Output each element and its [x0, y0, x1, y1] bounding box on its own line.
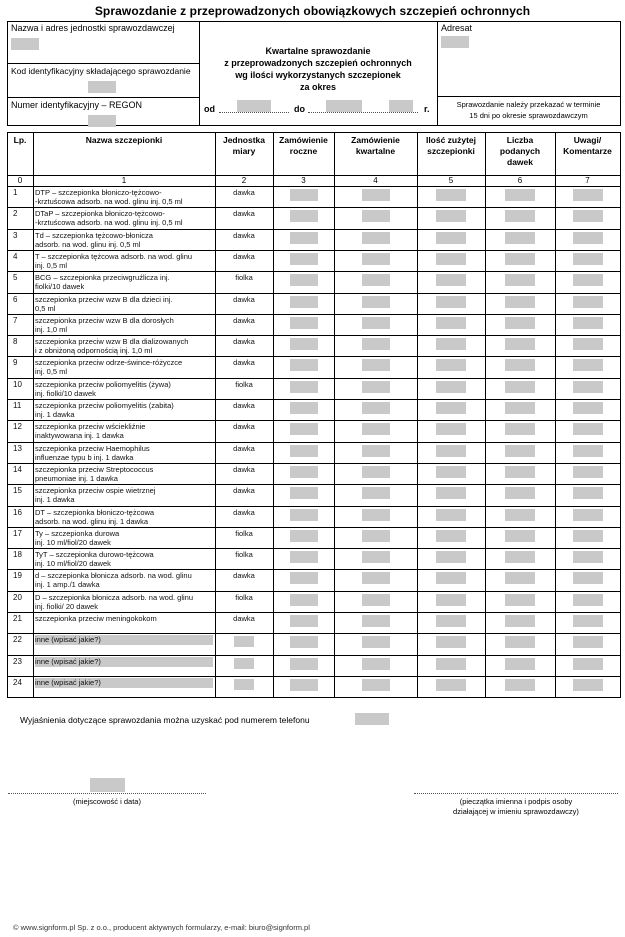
row-number: 20	[13, 592, 22, 602]
row-number: 2	[13, 209, 18, 219]
data-field-col-6[interactable]	[505, 189, 535, 201]
data-field-col-7[interactable]	[573, 530, 603, 542]
table-row-line	[7, 697, 621, 698]
data-field-col-3[interactable]	[290, 572, 318, 584]
data-field-col-6[interactable]	[505, 232, 535, 244]
unit-name-field[interactable]	[11, 38, 39, 50]
data-field-col-7[interactable]	[573, 317, 603, 329]
data-field-col-5[interactable]	[436, 189, 466, 201]
header-border	[620, 21, 621, 126]
unit-of-measure: dawka	[233, 443, 255, 453]
row-number: 5	[13, 273, 18, 283]
vaccine-name-cont: pneumoniae inj. 1 dawka	[35, 473, 118, 483]
vaccine-name: szczepionka przeciw Haemophilus	[35, 443, 150, 453]
data-field-col-5[interactable]	[436, 274, 466, 286]
data-field-col-4[interactable]	[362, 296, 390, 308]
data-field-col-3[interactable]	[290, 445, 318, 457]
unit-field[interactable]	[234, 636, 254, 647]
table-line	[273, 132, 274, 698]
data-field-col-3[interactable]	[290, 317, 318, 329]
data-field-col-4[interactable]	[362, 636, 390, 648]
header-border	[7, 21, 8, 125]
unit-of-measure: dawka	[233, 614, 255, 623]
vaccine-name: TyT – szczepionka durowo-tężcowa	[35, 550, 154, 560]
data-field-col-5[interactable]	[436, 232, 466, 244]
data-field-col-6[interactable]	[505, 551, 535, 563]
adresat-label: Adresat	[441, 23, 473, 33]
period-from-label: od	[204, 104, 215, 114]
data-field-col-5[interactable]	[436, 509, 466, 521]
vaccine-name-cont: fiolki/10 dawek	[35, 282, 85, 292]
period-from-field[interactable]	[237, 100, 271, 112]
data-field-col-3[interactable]	[290, 402, 318, 414]
data-field-col-5[interactable]	[436, 487, 466, 499]
row-number: 7	[13, 315, 18, 325]
row-number: 16	[13, 507, 22, 517]
data-field-col-5[interactable]	[436, 445, 466, 457]
data-field-col-6[interactable]	[505, 679, 535, 691]
data-field-col-6[interactable]	[505, 359, 535, 371]
vaccine-name: inne (wpisać jakie?)	[35, 678, 213, 688]
data-field-col-6[interactable]	[505, 509, 535, 521]
page-title: Sprawozdanie z przeprowadzonych obowiązkowych szczepień ochronnych	[94, 4, 531, 18]
row-number: 14	[13, 464, 22, 474]
vaccine-name-cont: inaktywowana inj. 1 dawka	[35, 431, 124, 441]
data-field-col-5[interactable]	[436, 210, 466, 222]
adresat-field[interactable]	[441, 36, 469, 48]
unit-name-label: Nazwa i adres jednostki sprawozdawczej	[11, 23, 175, 33]
data-field-col-5[interactable]	[436, 658, 466, 670]
data-field-col-4[interactable]	[362, 530, 390, 542]
column-header: Jednostka miary	[222, 135, 266, 156]
data-field-col-7[interactable]	[573, 402, 603, 414]
data-field-col-4[interactable]	[362, 189, 390, 201]
data-field-col-4[interactable]	[362, 359, 390, 371]
data-field-col-7[interactable]	[573, 509, 603, 521]
vaccine-name-cont: adsorb. na wod. glinu inj. 1 dawka	[35, 516, 148, 526]
data-field-col-3[interactable]	[290, 232, 318, 244]
period-to-line	[308, 112, 418, 113]
data-field-col-7[interactable]	[573, 381, 603, 393]
vaccine-name: Ty – szczepionka durowa	[35, 528, 120, 538]
row-number: 8	[13, 337, 18, 347]
data-field-col-6[interactable]	[505, 658, 535, 670]
period-to-label: do	[294, 104, 305, 114]
data-field-col-6[interactable]	[505, 296, 535, 308]
data-field-col-5[interactable]	[436, 253, 466, 265]
row-number: 11	[13, 401, 22, 410]
place-date-label: (miejscowość i data)	[73, 797, 141, 806]
data-field-col-5[interactable]	[436, 572, 466, 584]
data-field-col-3[interactable]	[290, 594, 318, 606]
data-field-col-6[interactable]	[505, 317, 535, 329]
data-field-col-3[interactable]	[290, 466, 318, 478]
data-field-col-4[interactable]	[362, 253, 390, 265]
data-field-col-6[interactable]	[505, 253, 535, 265]
header-border	[437, 96, 620, 97]
data-field-col-5[interactable]	[436, 402, 466, 414]
header-border	[437, 21, 438, 125]
data-field-col-4[interactable]	[362, 594, 390, 606]
year-suffix-label: r.	[424, 104, 430, 114]
vaccine-name-cont: -krztuścowa adsorb. na wod. glinu inj. 0,5 ml	[35, 197, 183, 206]
column-header: Ilość zużytej szczepionki	[425, 135, 477, 156]
column-number: 7	[585, 176, 590, 185]
data-field-col-4[interactable]	[362, 232, 390, 244]
unit-of-measure: dawka	[233, 230, 255, 240]
table-line	[485, 132, 486, 698]
table-row-line	[7, 548, 621, 549]
signature-label: działającej w imieniu sprawozdawczy)	[453, 807, 579, 816]
phone-note: Wyjaśnienia dotyczące sprawozdania można uzyskać pod numerem telefonu	[20, 715, 310, 725]
data-field-col-4[interactable]	[362, 466, 390, 478]
data-field-col-3[interactable]	[290, 423, 318, 435]
vaccine-name-cont: -krztuścowa adsorb. na wod. glinu inj. 0,5 ml	[35, 218, 183, 228]
table-row-line	[7, 676, 621, 677]
column-number: 3	[301, 176, 306, 185]
data-field-col-4[interactable]	[362, 445, 390, 457]
table-row-line	[7, 484, 621, 485]
column-number: 4	[373, 176, 378, 185]
data-field-col-3[interactable]	[290, 274, 318, 286]
data-field-col-7[interactable]	[573, 253, 603, 265]
data-field-col-5[interactable]	[436, 466, 466, 478]
report-heading-line: wg ilości wykorzystanych szczepionek	[235, 70, 401, 80]
data-field-col-3[interactable]	[290, 210, 318, 222]
row-number: 1	[13, 188, 18, 197]
column-header: Liczba podanych dawek	[499, 135, 541, 167]
signature-label: (pieczątka imienna i podpis osoby	[459, 797, 573, 806]
vaccine-name: inne (wpisać jakie?)	[35, 657, 213, 667]
data-field-col-3[interactable]	[290, 359, 318, 371]
vaccine-name-cont: inj. 1 dawka	[35, 495, 75, 505]
vaccine-name-cont: inj. fiolki/ 20 dawek	[35, 601, 98, 611]
vaccine-name: szczepionka przeciw odrze-śwince-różyczce	[35, 358, 183, 368]
unit-of-measure: dawka	[233, 315, 255, 325]
table-row-line	[7, 250, 621, 251]
data-field-col-7[interactable]	[573, 658, 603, 670]
data-field-col-7[interactable]	[573, 551, 603, 563]
data-field-col-5[interactable]	[436, 679, 466, 691]
unit-of-measure: dawka	[233, 337, 255, 347]
unit-of-measure: dawka	[233, 571, 255, 581]
table-line	[33, 132, 34, 698]
vaccine-name: DTaP – szczepionka błoniczo-tężcowo-	[35, 209, 165, 219]
data-field-col-3[interactable]	[290, 338, 318, 350]
unit-of-measure: dawka	[233, 507, 255, 517]
table-line	[7, 132, 8, 698]
row-number: 18	[13, 550, 22, 560]
data-field-col-5[interactable]	[436, 296, 466, 308]
vaccine-name-cont: inj. 10 ml/fiol/20 dawek	[35, 537, 111, 547]
data-field-col-6[interactable]	[505, 594, 535, 606]
vaccine-name: D – szczepionka błonicza adsorb. na wod. glinu	[35, 592, 194, 602]
deadline-note: 15 dni po okresie sprawozdawczym	[469, 111, 588, 120]
table-row-line	[7, 335, 621, 336]
data-field-col-3[interactable]	[290, 253, 318, 265]
vaccine-name-cont: inj. 0,5 ml	[35, 260, 68, 270]
vaccine-name: szczepionka przeciw poliomyelitis (żywa)	[35, 379, 171, 389]
unit-id-field[interactable]	[88, 81, 116, 93]
unit-of-measure: dawka	[233, 422, 255, 432]
data-field-col-6[interactable]	[505, 210, 535, 222]
data-field-col-5[interactable]	[436, 615, 466, 627]
unit-id-label: Kod identyfikacyjny składającego sprawozdanie	[11, 66, 191, 76]
table-line	[7, 186, 621, 187]
data-field-col-7[interactable]	[573, 615, 603, 627]
column-header: Zamówienie roczne	[279, 135, 328, 156]
data-field-col-7[interactable]	[573, 232, 603, 244]
table-row-line	[7, 207, 621, 208]
vaccine-name-cont: i z obniżoną odpornością inj. 1,0 ml	[35, 346, 153, 356]
row-number: 4	[13, 251, 18, 261]
data-field-col-6[interactable]	[505, 530, 535, 542]
column-number: 2	[241, 176, 247, 185]
data-field-col-6[interactable]	[505, 274, 535, 286]
vaccine-name-cont: influenzae typu b inj. 1 dawka	[35, 452, 134, 462]
data-field-col-4[interactable]	[362, 338, 390, 350]
vaccine-name: szczepionka przeciw wściekliźnie	[35, 422, 146, 432]
data-field-col-3[interactable]	[290, 679, 318, 691]
unit-field[interactable]	[234, 658, 254, 669]
vaccine-name: szczepionka przeciw wzw B dla dzieci inj.	[35, 294, 173, 304]
unit-of-measure: fiolka	[235, 592, 253, 602]
row-number: 22	[13, 635, 22, 645]
data-field-col-7[interactable]	[573, 210, 603, 222]
regon-field[interactable]	[88, 115, 116, 127]
unit-of-measure: dawka	[233, 358, 255, 368]
table-row-line	[7, 463, 621, 464]
row-number: 10	[13, 379, 22, 389]
data-field-col-4[interactable]	[362, 551, 390, 563]
data-field-col-7[interactable]	[573, 445, 603, 457]
data-field-col-3[interactable]	[290, 189, 318, 201]
data-field-col-5[interactable]	[436, 636, 466, 648]
vaccine-name-cont: inj. 1 amp./1 dawka	[35, 580, 100, 590]
data-field-col-6[interactable]	[505, 466, 535, 478]
data-field-col-4[interactable]	[362, 274, 390, 286]
vaccine-name: szczepionka przeciw poliomyelitis (zabita)	[35, 401, 174, 410]
data-field-col-5[interactable]	[436, 381, 466, 393]
column-number: 0	[17, 176, 23, 185]
data-field-col-5[interactable]	[436, 338, 466, 350]
table-line	[555, 132, 556, 698]
column-header: Uwagi/ Komentarze	[563, 135, 612, 156]
table-line	[7, 132, 621, 133]
phone-field[interactable]	[355, 713, 389, 725]
data-field-col-7[interactable]	[573, 359, 603, 371]
row-number: 9	[13, 358, 18, 368]
data-field-col-5[interactable]	[436, 317, 466, 329]
row-number: 6	[13, 294, 18, 304]
vaccine-name-cont: adsorb. na wod. glinu inj. 0,5 ml	[35, 239, 141, 249]
column-header: Nazwa szczepionki	[85, 135, 163, 145]
data-field-col-6[interactable]	[505, 615, 535, 627]
unit-of-measure: dawka	[233, 251, 255, 261]
row-number: 17	[13, 528, 22, 538]
data-field-col-3[interactable]	[290, 509, 318, 521]
row-number: 13	[13, 443, 22, 453]
data-field-col-5[interactable]	[436, 551, 466, 563]
data-field-col-7[interactable]	[573, 487, 603, 499]
vaccine-name: szczepionka przeciw meningokokom	[35, 614, 157, 623]
row-number: 19	[13, 571, 22, 581]
unit-of-measure: fiolka	[235, 379, 253, 389]
data-field-col-5[interactable]	[436, 359, 466, 371]
table-line	[334, 132, 335, 698]
row-number: 15	[13, 486, 22, 496]
data-field-col-4[interactable]	[362, 487, 390, 499]
place-date-field[interactable]	[90, 778, 125, 792]
table-row-line	[7, 612, 621, 613]
data-field-col-6[interactable]	[505, 572, 535, 584]
data-field-col-3[interactable]	[290, 296, 318, 308]
data-field-col-6[interactable]	[505, 381, 535, 393]
header-border	[7, 63, 199, 64]
vaccine-name: szczepionka przeciw ospie wietrznej	[35, 486, 156, 496]
data-field-col-4[interactable]	[362, 679, 390, 691]
unit-of-measure: fiolka	[235, 273, 253, 283]
data-field-col-7[interactable]	[573, 679, 603, 691]
unit-of-measure: dawka	[233, 486, 255, 496]
data-field-col-7[interactable]	[573, 423, 603, 435]
regon-label: Numer identyfikacyjny – REGON	[11, 100, 143, 110]
data-field-col-4[interactable]	[362, 381, 390, 393]
column-number: 1	[121, 176, 127, 185]
vaccine-name-cont: inj. 1,0 ml	[35, 324, 68, 334]
row-number: 24	[13, 677, 22, 687]
table-row-line	[7, 271, 621, 272]
unit-of-measure: dawka	[233, 464, 255, 474]
data-field-col-7[interactable]	[573, 338, 603, 350]
header-border	[7, 97, 199, 98]
table-line	[620, 132, 621, 698]
row-number: 3	[13, 230, 18, 240]
column-header: Lp.	[13, 135, 27, 145]
data-field-col-3[interactable]	[290, 615, 318, 627]
period-year-field[interactable]	[389, 100, 413, 112]
vaccine-name-cont: inj. 1 dawka	[35, 410, 75, 419]
data-field-col-3[interactable]	[290, 636, 318, 648]
data-field-col-7[interactable]	[573, 594, 603, 606]
data-field-col-7[interactable]	[573, 189, 603, 201]
data-field-col-6[interactable]	[505, 487, 535, 499]
vaccine-name: szczepionka przeciw wzw B dla dializowanych	[35, 337, 189, 347]
data-field-col-7[interactable]	[573, 274, 603, 286]
data-field-col-6[interactable]	[505, 423, 535, 435]
data-field-col-4[interactable]	[362, 572, 390, 584]
table-row-line	[7, 356, 621, 357]
unit-of-measure: fiolka	[235, 550, 253, 560]
vaccine-name-cont: inj. fiolki/10 dawek	[35, 388, 96, 398]
data-field-col-6[interactable]	[505, 338, 535, 350]
unit-of-measure: dawka	[233, 209, 255, 219]
table-row-line	[7, 569, 621, 570]
unit-of-measure: fiolka	[235, 528, 253, 538]
data-field-col-4[interactable]	[362, 423, 390, 435]
vaccine-name: DTP – szczepionka błoniczo-tężcowo-	[35, 188, 162, 197]
vaccine-name: szczepionka przeciw wzw B dla dorosłych	[35, 315, 174, 325]
data-field-col-6[interactable]	[505, 636, 535, 648]
data-field-col-4[interactable]	[362, 210, 390, 222]
signature-line	[414, 793, 618, 794]
data-field-col-4[interactable]	[362, 658, 390, 670]
table-row-line	[7, 399, 621, 400]
vaccine-name: inne (wpisać jakie?)	[35, 635, 213, 645]
data-field-col-4[interactable]	[362, 509, 390, 521]
data-field-col-3[interactable]	[290, 487, 318, 499]
credit-line: © www.signform.pl Sp. z o.o., producent aktywnych formularzy, e-mail: biuro@signform.pl	[13, 923, 310, 932]
data-field-col-4[interactable]	[362, 317, 390, 329]
header-border	[7, 21, 620, 22]
data-field-col-3[interactable]	[290, 551, 318, 563]
vaccine-name-cont: inj. 0,5 ml	[35, 367, 68, 377]
vaccine-name: Td – szczepionka tężcowo-błonicza	[35, 230, 153, 240]
vaccine-name: DT – szczepionka błoniczo-tężcowa	[35, 507, 155, 517]
data-field-col-3[interactable]	[290, 658, 318, 670]
vaccine-name: d – szczepionka błonicza adsorb. na wod. glinu	[35, 571, 192, 581]
table-row-line	[7, 420, 621, 421]
data-field-col-3[interactable]	[290, 381, 318, 393]
data-field-col-5[interactable]	[436, 530, 466, 542]
data-field-col-5[interactable]	[436, 594, 466, 606]
row-number: 12	[13, 422, 22, 432]
column-number: 6	[517, 176, 523, 185]
table-line	[417, 132, 418, 698]
period-from-line	[219, 112, 289, 113]
data-field-col-6[interactable]	[505, 445, 535, 457]
row-number: 23	[13, 656, 22, 666]
period-to-field[interactable]	[326, 100, 362, 112]
data-field-col-5[interactable]	[436, 423, 466, 435]
data-field-col-4[interactable]	[362, 402, 390, 414]
data-field-col-7[interactable]	[573, 572, 603, 584]
data-field-col-7[interactable]	[573, 636, 603, 648]
report-heading-line: Kwartalne sprawozdanie	[265, 46, 371, 56]
vaccine-name: BCG – szczepionka przeciwgruźlicza inj.	[35, 273, 170, 283]
report-heading-line: z przeprowadzonych szczepień ochronnych	[224, 58, 412, 68]
data-field-col-7[interactable]	[573, 296, 603, 308]
place-date-line	[8, 793, 206, 794]
unit-of-measure: dawka	[233, 401, 255, 410]
unit-of-measure: dawka	[233, 188, 255, 197]
unit-of-measure: dawka	[233, 294, 255, 304]
vaccine-name: szczepionka przeciw Streptococcus	[35, 464, 154, 474]
report-heading-line: za okres	[299, 82, 337, 92]
table-row-line	[7, 633, 621, 634]
data-field-col-4[interactable]	[362, 615, 390, 627]
deadline-note: Sprawozdanie należy przekazać w terminie	[456, 100, 601, 109]
data-field-col-3[interactable]	[290, 530, 318, 542]
vaccine-name: T – szczepionka tężcowa adsorb. na wod. glinu	[35, 251, 193, 261]
row-number: 21	[13, 614, 22, 623]
data-field-col-6[interactable]	[505, 402, 535, 414]
column-header: Zamówienie kwartalne	[351, 135, 400, 156]
column-number: 5	[448, 176, 454, 185]
unit-field[interactable]	[234, 679, 254, 690]
vaccine-name-cont: 0,5 ml	[35, 303, 56, 313]
data-field-col-7[interactable]	[573, 466, 603, 478]
vaccine-name-cont: inj. 10 ml/fiol/20 dawek	[35, 559, 111, 569]
